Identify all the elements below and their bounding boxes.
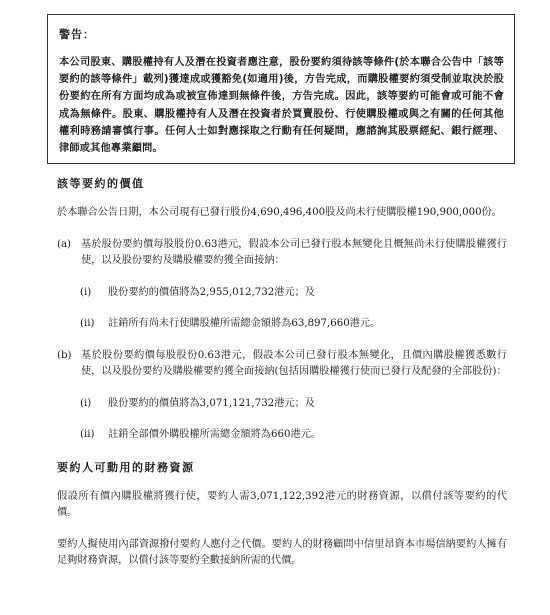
offer-value-intro: 於本聯合公告日期，本公司現有已發行股份4,690,496,400股及尚未行使購股權190,900,000份。 <box>57 207 502 218</box>
sub-item-a-i <box>80 285 507 302</box>
warning-box <box>47 14 515 164</box>
sub-marker: (ii) <box>80 318 95 329</box>
section-heading-offer-value: 該等要約的價值 <box>57 177 145 190</box>
list-item-text: 基於股份要約價每股股份0.63港元，假設本公司已發行股本無變化，且價內購股權獲悉數行使，以及股份要約及購股權要約獲全面接納(包括因購股權獲行使而已發行及配發的全部股份)： <box>81 349 507 377</box>
sub-marker: (ii) <box>80 429 95 440</box>
sub-item-b-ii <box>80 427 507 444</box>
list-marker: (a) <box>57 238 72 250</box>
sub-item-text: 股份要約的價值將為3,071,121,732港元；及 <box>108 397 315 409</box>
list-item-b <box>57 348 507 381</box>
warning-title: 警告： <box>59 28 95 41</box>
main-content <box>57 175 507 585</box>
sub-item-b-i <box>80 396 507 413</box>
warning-body: 本公司股東、購股權持有人及潛在投資者應注意，股份要約須待該等條件(於本聯合公告中「該等要約的該等條件」載列)獲達成或獲豁免(如適用)後，方告完成，而購股權要約須受制並取決於股份要約在所有方面均成為或被宣佈達到無條件後，方告完成。因此，該等要約可能會或可能不會成為無條件。股東、購股權持有人及潛在投資者於買賣股份、行使購股權或與之有關的任何其他權利時務請審慎行事。任何人士如對應採取之行動有任何疑問，應諮詢其股票經紀、銀行經理、律師或其他專業顧問。 <box>59 57 504 155</box>
sub-item-text: 股份要約的價值將為2,955,012,732港元；及 <box>108 286 315 298</box>
list-marker: (b) <box>57 349 72 361</box>
sub-item-text: 註銷所有尚未行使購股權所需總金額將為63,897,660港元。 <box>108 318 381 329</box>
sub-marker: (i) <box>80 397 92 409</box>
sub-marker: (i) <box>80 286 92 298</box>
resources-paragraph-2: 要約人擬使用內部資源撥付要約人應付之代價。要約人的財務顧問中信里昂資本市場信納要約人擁有足夠財務資源，以償付該等要約全數接納所需的代價。 <box>57 538 507 566</box>
resources-paragraph-1: 假設所有價內購股權將獲行使，要約人需3,071,122,392港元的財務資源，以償付該等要約的代價。 <box>57 490 507 518</box>
list-item-a <box>57 237 507 270</box>
sub-item-text: 註銷全部價外購股權所需總金額將為660港元。 <box>108 429 322 440</box>
section-heading-financial-resources: 要約人可動用的財務資源 <box>57 460 195 474</box>
list-item-text: 基於股份要約價每股股份0.63港元，假設本公司已發行股本無變化且概無尚未行使購股權獲行使，以及股份要約及購股權要約獲全面接納： <box>81 238 507 266</box>
sub-item-a-ii <box>80 316 507 333</box>
